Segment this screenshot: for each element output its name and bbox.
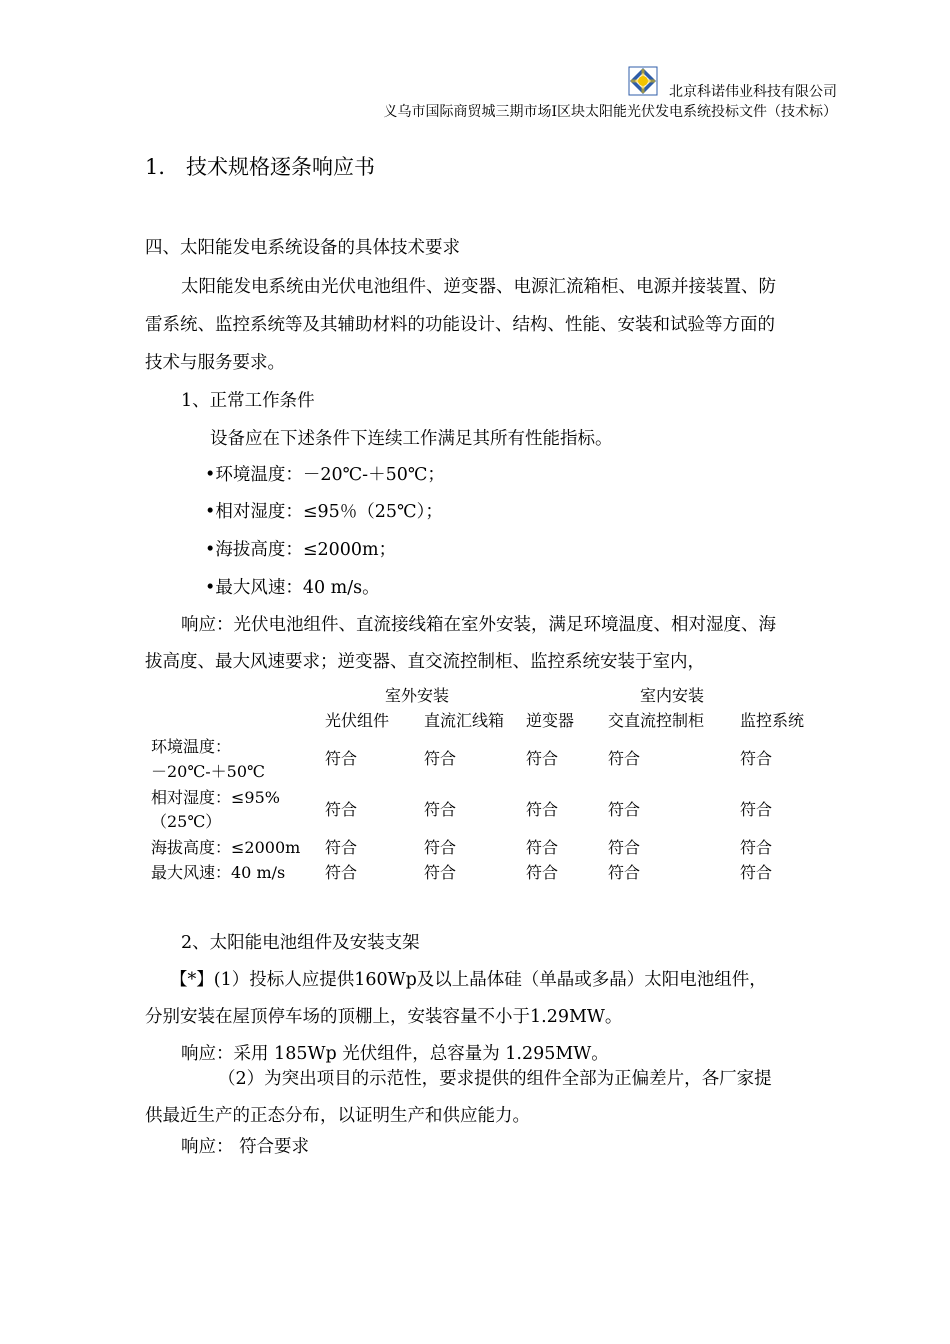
- item1-response-line-1: 响应：光伏电池组件、直流接线箱在室外安装，满足环境温度、相对湿度、海: [181, 615, 776, 635]
- item1-title: 1、正常工作条件: [181, 391, 315, 411]
- document-subtitle: 义乌市国际商贸城三期市场I区块太阳能光伏发电系统投标文件（技术标）: [383, 104, 837, 120]
- condition-bullet-1: •环境温度：－20℃-＋50℃；: [205, 465, 445, 485]
- table-cell: 符合: [424, 800, 457, 819]
- row-label: 环境温度：: [151, 737, 232, 756]
- table-cell: 符合: [740, 800, 773, 819]
- table-cell: 符合: [526, 838, 559, 857]
- condition-bullet-3: •海拔高度：≤2000m；: [205, 540, 397, 560]
- item2-requirement-1-line-1: 【*】(1）投标人应提供160Wp及以上晶体硅（单晶或多晶）太阳电池组件，: [170, 970, 767, 990]
- table-cell: 符合: [424, 749, 457, 768]
- item1-response-line-2: 拔高度、最大风速要求；逆变器、直交流控制柜、监控系统安装于室内，: [145, 652, 705, 672]
- item2-requirement-1-line-2: 分别安装在屋顶停车场的顶棚上，安装容量不小于1.29MW。: [145, 1007, 623, 1027]
- row-label: 相对湿度：≤95%: [151, 788, 280, 807]
- column-header: 逆变器: [526, 711, 575, 730]
- item2-requirement-2-line-2: 供最近生产的正态分布，以证明生产和供应能力。: [145, 1106, 530, 1126]
- table-cell: 符合: [325, 863, 358, 882]
- group-header-indoor: 室内安装: [640, 686, 705, 705]
- table-cell: 符合: [325, 749, 358, 768]
- group-header-outdoor: 室外安装: [385, 686, 450, 705]
- row-label: （25℃）: [151, 812, 222, 831]
- table-cell: 符合: [526, 749, 559, 768]
- company-logo-icon: [628, 66, 658, 96]
- table-cell: 符合: [608, 749, 641, 768]
- table-cell: 符合: [325, 800, 358, 819]
- row-label: －20℃-＋50℃: [151, 762, 265, 781]
- item2-title: 2、太阳能电池组件及安装支架: [181, 933, 420, 953]
- section4-intro-line-1: 太阳能发电系统由光伏电池组件、逆变器、电源汇流箱柜、电源并接装置、防: [181, 277, 776, 297]
- table-cell: 符合: [608, 838, 641, 857]
- company-name: 北京科诺伟业科技有限公司: [669, 84, 837, 100]
- table-cell: 符合: [424, 838, 457, 857]
- item2-requirement-2-line-1: （2）为突出项目的示范性，要求提供的组件全部为正偏差片，各厂家提: [218, 1069, 772, 1089]
- table-cell: 符合: [608, 863, 641, 882]
- section-title: 1． 技术规格逐条响应书: [145, 155, 376, 179]
- table-cell: 符合: [526, 863, 559, 882]
- item2-response-2: 响应： 符合要求: [181, 1137, 310, 1157]
- row-label: 最大风速：40 m/s: [151, 863, 286, 882]
- table-cell: 符合: [740, 838, 773, 857]
- table-cell: 符合: [740, 749, 773, 768]
- row-label: 海拔高度：≤2000m: [151, 838, 301, 857]
- table-cell: 符合: [740, 863, 773, 882]
- item2-response-1: 响应：采用 185Wp 光伏组件，总容量为 1.295MW。: [181, 1044, 609, 1064]
- column-header: 监控系统: [740, 711, 805, 730]
- condition-bullet-2: •相对湿度：≤95％（25℃）；: [205, 502, 443, 522]
- section4-intro-line-3: 技术与服务要求。: [145, 353, 285, 373]
- column-header: 交直流控制柜: [608, 711, 705, 730]
- section4-title: 四、太阳能发电系统设备的具体技术要求: [145, 238, 460, 258]
- column-header: 直流汇线箱: [424, 711, 505, 730]
- item1-lead: 设备应在下述条件下连续工作满足其所有性能指标。: [210, 429, 613, 449]
- condition-bullet-4: •最大风速：40 m/s。: [205, 578, 380, 598]
- table-cell: 符合: [608, 800, 641, 819]
- table-cell: 符合: [325, 838, 358, 857]
- table-cell: 符合: [526, 800, 559, 819]
- table-cell: 符合: [424, 863, 457, 882]
- section4-intro-line-2: 雷系统、监控系统等及其辅助材料的功能设计、结构、性能、安装和试验等方面的: [145, 315, 775, 335]
- column-header: 光伏组件: [325, 711, 390, 730]
